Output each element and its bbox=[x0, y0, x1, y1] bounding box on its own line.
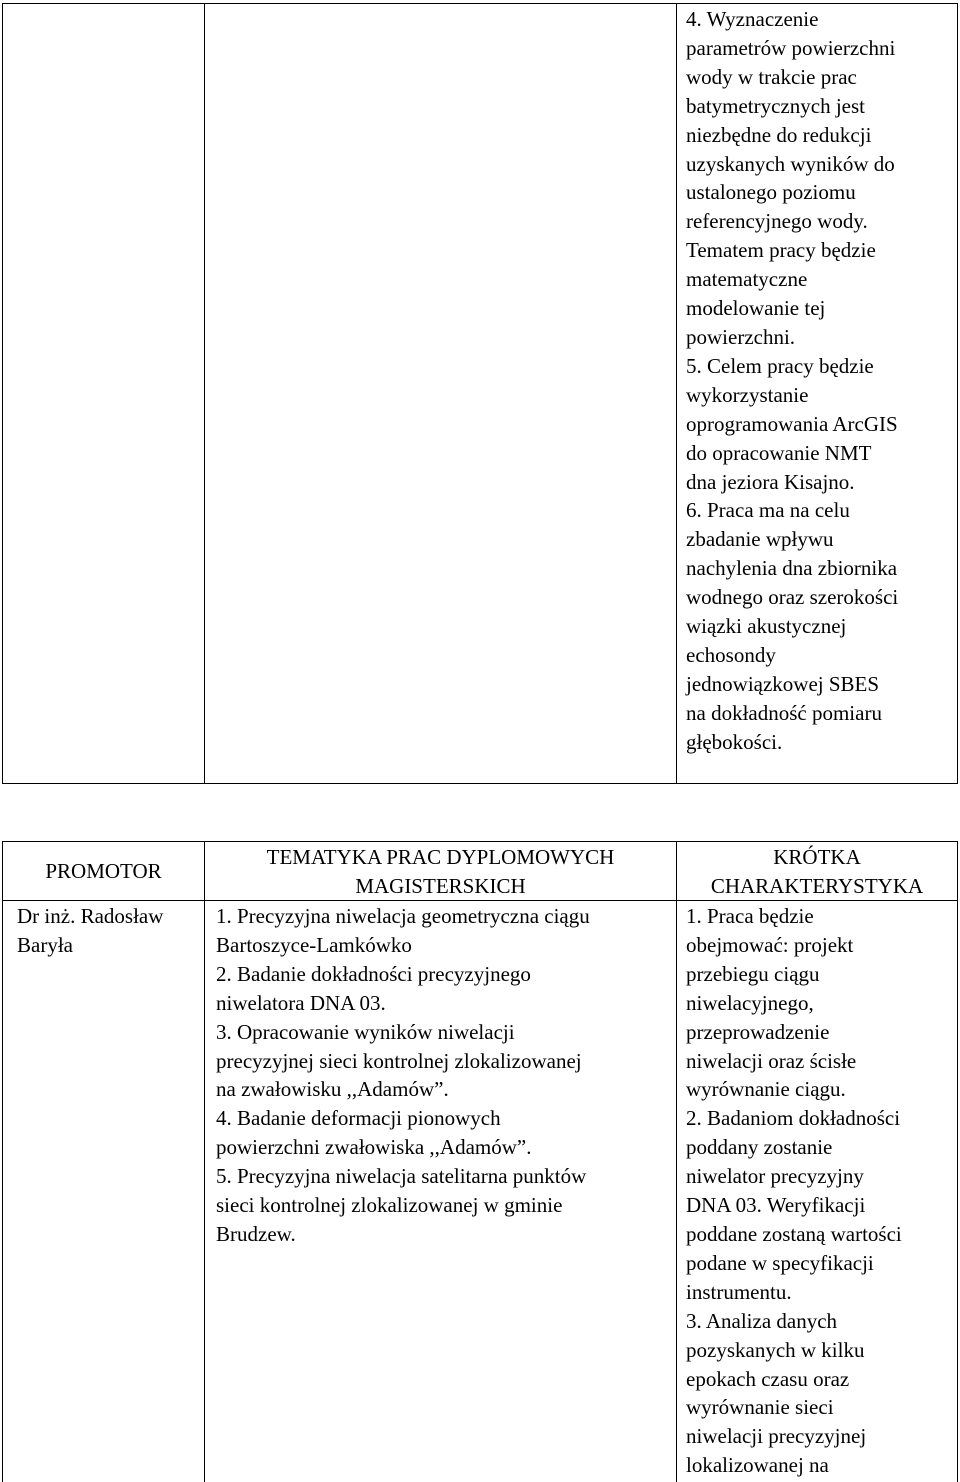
promotor-name-line: Baryła bbox=[17, 932, 73, 957]
text-line: 5. Celem pracy będzie bbox=[686, 353, 874, 378]
text-line: oprogramowania ArcGIS bbox=[686, 411, 898, 436]
header-line: MAGISTERSKICH bbox=[355, 873, 526, 898]
promotor-body-cell bbox=[2, 900, 205, 1482]
characteristic-line: pozyskanych w kilku bbox=[686, 1337, 865, 1362]
characteristic-line: niwelator precyzyjny bbox=[686, 1164, 864, 1189]
text-line: referencyjnego wody. bbox=[686, 209, 868, 234]
characteristic-line: poddany zostanie bbox=[686, 1135, 833, 1160]
characteristic-line: poddane zostaną wartości bbox=[686, 1221, 902, 1246]
promotor-name bbox=[17, 902, 163, 960]
text-line: wiązki akustycznej bbox=[686, 614, 847, 639]
top-characteristics-text bbox=[686, 5, 898, 757]
characteristic-line: niwelacji precyzyjnej bbox=[686, 1424, 867, 1449]
text-line: matematyczne bbox=[686, 267, 808, 292]
topic-line: Bartoszyce-Lamkówko bbox=[216, 932, 412, 957]
characteristic-line: wyrównanie ciągu. bbox=[686, 1077, 846, 1102]
characteristic-line: podane w specyfikacji bbox=[686, 1250, 874, 1275]
text-line: wodnego oraz szerokości bbox=[686, 585, 899, 610]
topic-line: niwelatora DNA 03. bbox=[216, 990, 386, 1015]
characteristic-line: 2. Badaniom dokładności bbox=[686, 1106, 901, 1131]
text-line: na dokładność pomiaru bbox=[686, 700, 882, 725]
characteristic-line: lokalizowanej na bbox=[686, 1453, 829, 1478]
topics-list bbox=[216, 902, 590, 1249]
text-line: uzyskanych wyników do bbox=[686, 151, 895, 176]
text-line: wykorzystanie bbox=[686, 382, 809, 407]
top-topics-cell bbox=[204, 3, 677, 784]
characteristics-header bbox=[676, 843, 958, 901]
characteristic-line: wyrównanie sieci bbox=[686, 1395, 834, 1420]
characteristic-line: DNA 03. Weryfikacji bbox=[686, 1193, 866, 1218]
header-line: KRÓTKA bbox=[773, 845, 861, 869]
text-line: parametrów powierzchni bbox=[686, 35, 896, 60]
top-promotor-cell bbox=[2, 3, 205, 784]
characteristic-line: przebiegu ciągu bbox=[686, 961, 820, 986]
text-line: modelowanie tej bbox=[686, 296, 826, 321]
promotor-header: PROMOTOR bbox=[45, 859, 162, 883]
topic-line: Brudzew. bbox=[216, 1221, 296, 1246]
text-line: batymetrycznych jest bbox=[686, 93, 866, 118]
text-line: dna jeziora Kisajno. bbox=[686, 469, 855, 494]
topics-header bbox=[204, 843, 677, 901]
topic-line: 3. Opracowanie wyników niwelacji bbox=[216, 1019, 515, 1044]
promotor-name-line: Dr inż. Radosław bbox=[17, 904, 164, 928]
characteristics-list bbox=[686, 902, 902, 1480]
characteristic-line: 3. Analiza danych bbox=[686, 1308, 838, 1333]
topic-line: sieci kontrolnej zlokalizowanej w gminie bbox=[216, 1193, 563, 1218]
text-line: jednowiązkowej SBES bbox=[686, 671, 880, 696]
text-line: 6. Praca ma na celu bbox=[686, 498, 850, 523]
topic-line: precyzyjnej sieci kontrolnej zlokalizowanej bbox=[216, 1048, 582, 1073]
characteristic-line: niwelacji oraz ścisłe bbox=[686, 1048, 857, 1073]
text-line: Tematem pracy będzie bbox=[686, 238, 876, 263]
text-line: powierzchni. bbox=[686, 324, 796, 349]
text-line: do opracowanie NMT bbox=[686, 440, 872, 465]
header-line: TEMATYKA PRAC DYPLOMOWYCH bbox=[266, 845, 615, 869]
topic-line: 5. Precyzyjna niwelacja satelitarna punktów bbox=[216, 1164, 587, 1189]
topic-line: na zwałowisku ,,Adamów”. bbox=[216, 1077, 449, 1102]
header-line: CHARAKTERYSTYKA bbox=[710, 873, 924, 898]
text-line: wody w trakcie prac bbox=[686, 64, 857, 89]
characteristic-line: niwelacyjnego, bbox=[686, 990, 814, 1015]
characteristic-line: instrumentu. bbox=[686, 1279, 792, 1304]
characteristic-line: epokach czasu oraz bbox=[686, 1366, 850, 1391]
text-line: 4. Wyznaczenie bbox=[686, 7, 819, 31]
characteristic-line: 1. Praca będzie bbox=[686, 904, 814, 928]
text-line: zbadanie wpływu bbox=[686, 527, 834, 552]
text-line: nachylenia dna zbiornika bbox=[686, 556, 898, 581]
text-line: niezbędne do redukcji bbox=[686, 122, 872, 147]
topic-line: 4. Badanie deformacji pionowych bbox=[216, 1106, 501, 1131]
topic-line: powierzchni zwałowiska ,,Adamów”. bbox=[216, 1135, 532, 1160]
topic-line: 1. Precyzyjna niwelacja geometryczna ciągu bbox=[216, 904, 590, 928]
text-line: echosondy bbox=[686, 642, 776, 667]
characteristic-line: obejmować: projekt bbox=[686, 932, 854, 957]
text-line: głębokości. bbox=[686, 729, 783, 754]
text-line: ustalonego poziomu bbox=[686, 180, 856, 205]
characteristic-line: przeprowadzenie bbox=[686, 1019, 830, 1044]
topic-line: 2. Badanie dokładności precyzyjnego bbox=[216, 961, 531, 986]
